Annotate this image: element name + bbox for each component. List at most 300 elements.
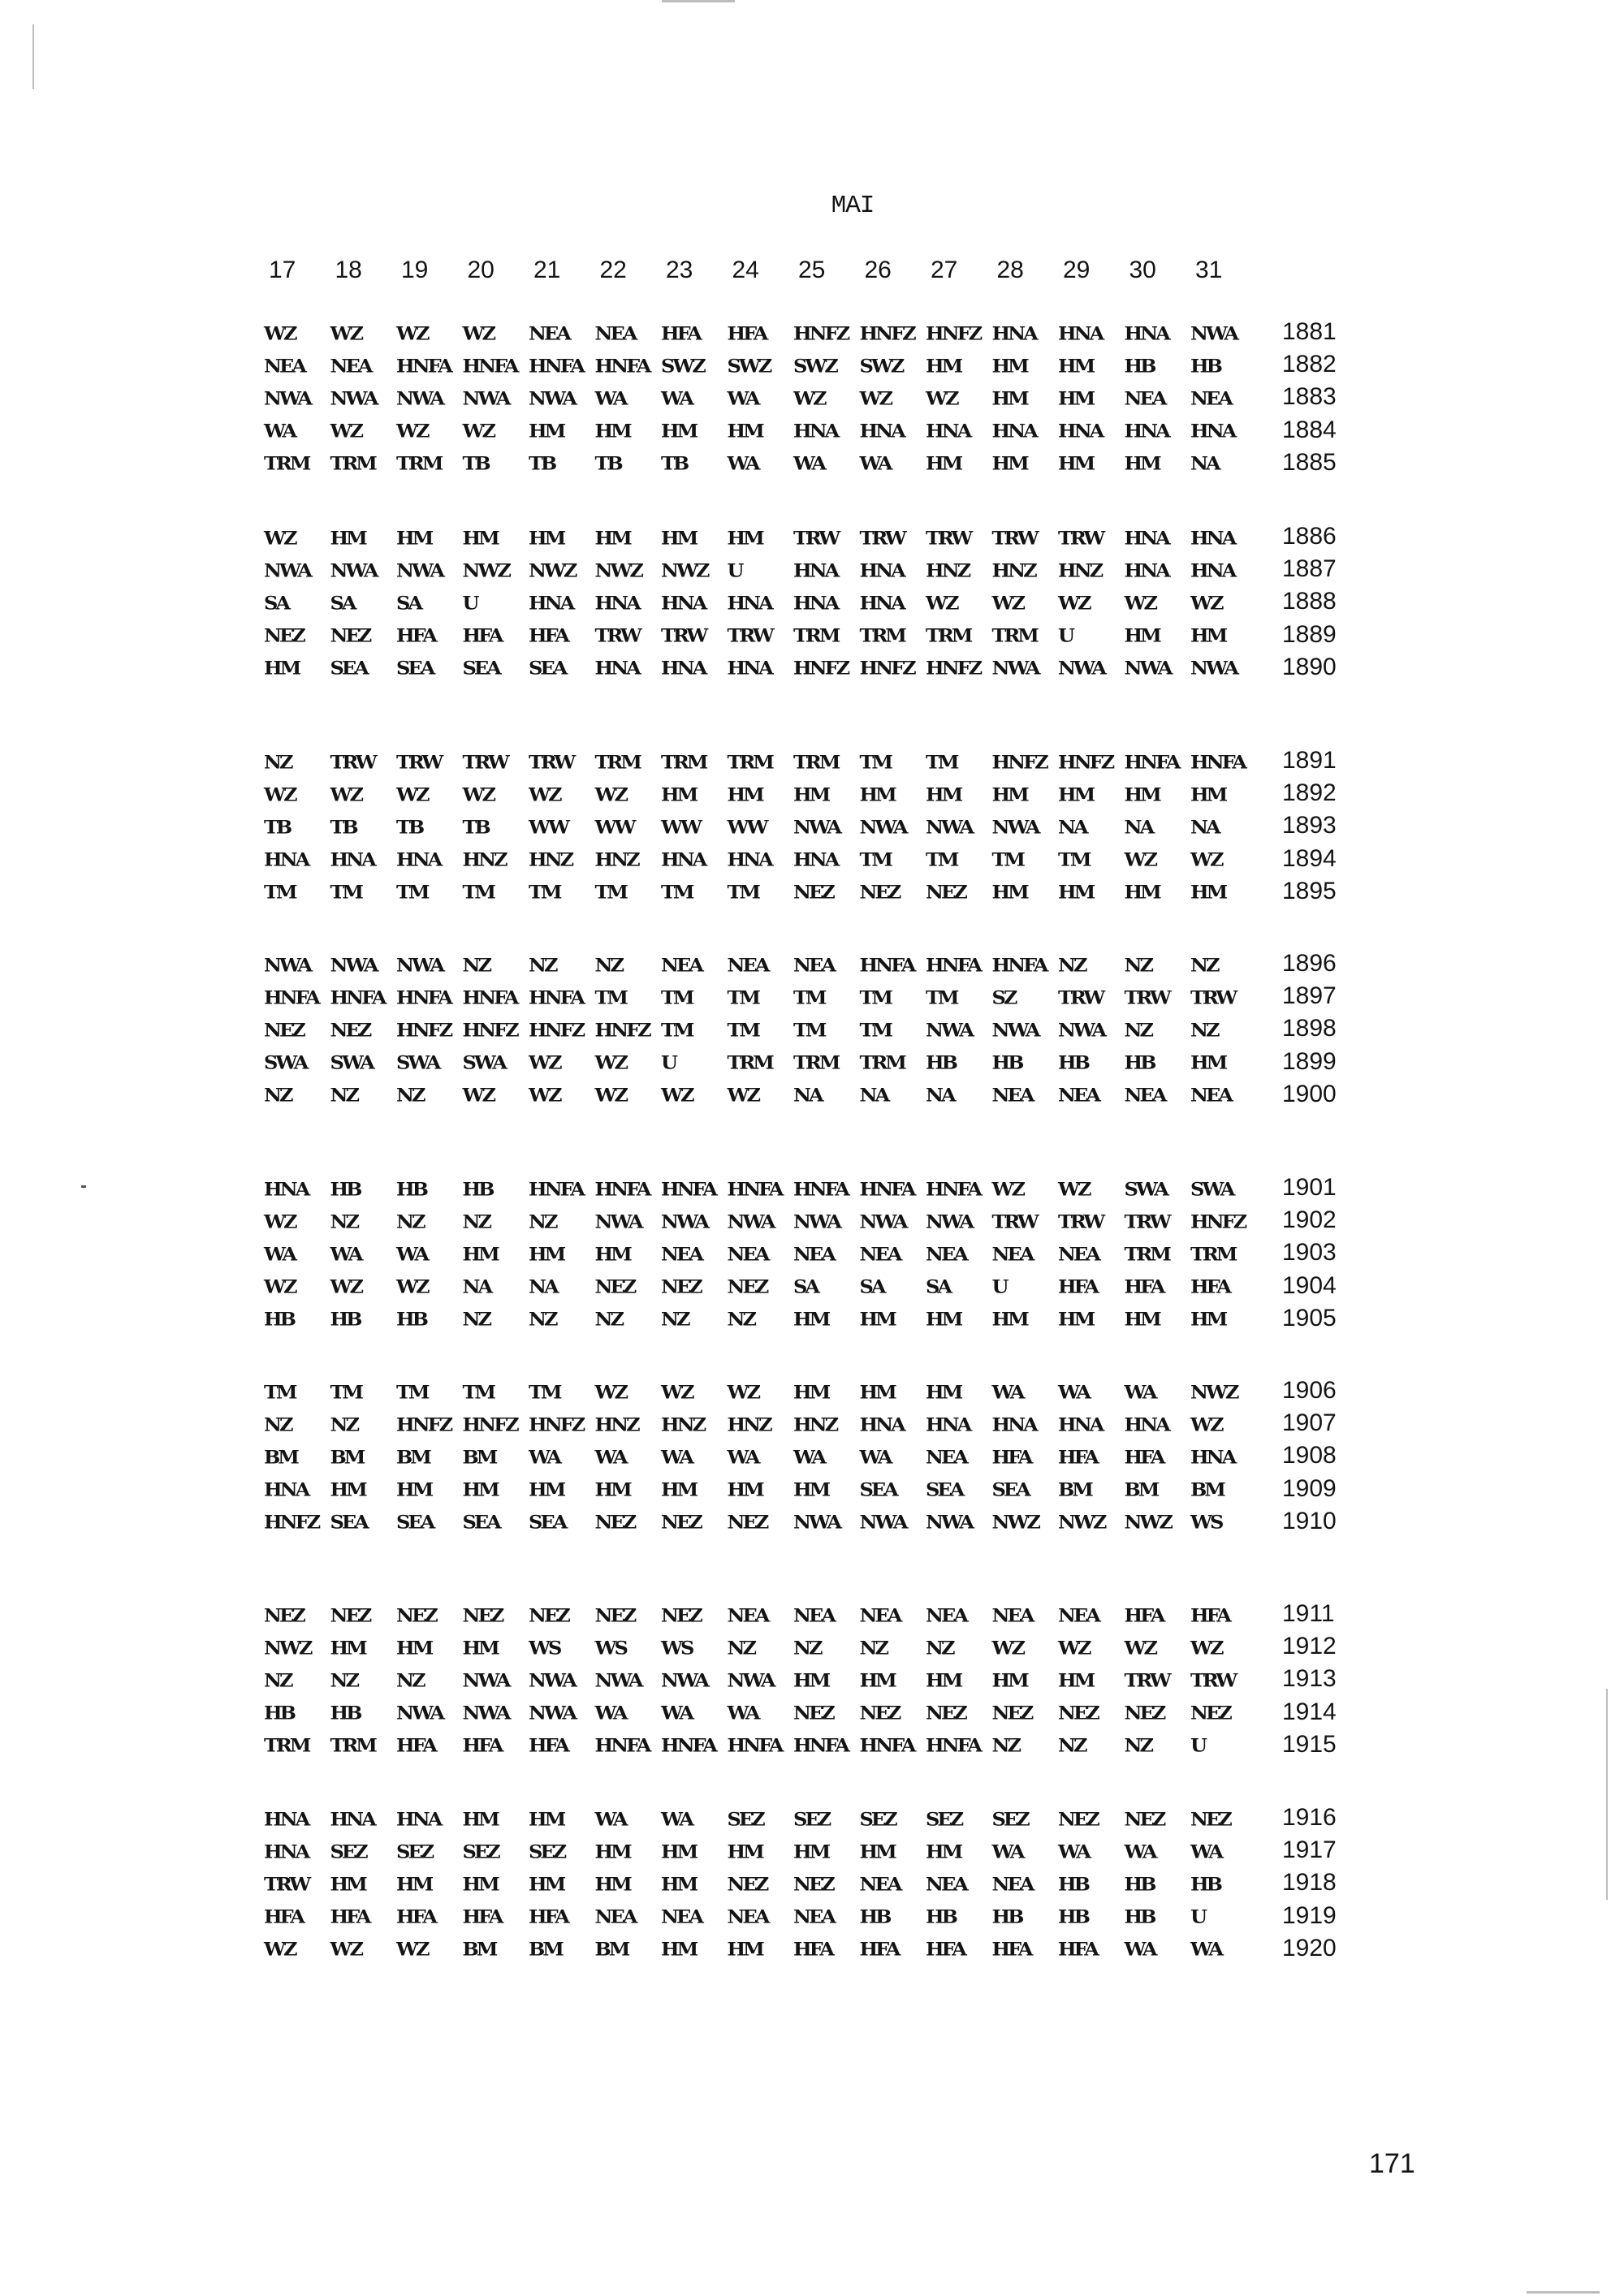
weather-code-cell: HNFA: [529, 1177, 583, 1200]
weather-code-cell: WA: [1058, 1840, 1090, 1862]
weather-code-cell: HNA: [330, 848, 374, 870]
weather-code-cell: NA: [926, 1084, 954, 1107]
weather-code-cell: HNA: [1124, 1413, 1168, 1435]
weather-code-cell: NZ: [264, 1413, 292, 1435]
weather-code-cell: SWZ: [859, 354, 903, 377]
weather-code-cell: HNFA: [793, 1177, 848, 1200]
weather-code-cell: TB: [264, 816, 291, 838]
year-label: 1913: [1282, 1665, 1337, 1693]
weather-code-cell: TRW: [1058, 1210, 1104, 1232]
weather-code-cell: HM: [1124, 452, 1160, 475]
table-row: [264, 1631, 1257, 1664]
weather-code-cell: HFA: [462, 1734, 502, 1757]
weather-code-cell: NEA: [1058, 1603, 1099, 1626]
weather-code-cell: WA: [264, 420, 296, 442]
weather-code-cell: HNFA: [926, 1177, 980, 1200]
weather-code-cell: WZ: [991, 1177, 1023, 1200]
weather-code-cell: HNZ: [793, 1413, 837, 1435]
year-label: 1885: [1282, 448, 1337, 476]
weather-code-cell: TM: [859, 986, 891, 1008]
weather-code-cell: HNFA: [859, 1177, 914, 1200]
weather-code-cell: HFA: [529, 624, 568, 646]
weather-code-cell: WW: [529, 816, 568, 838]
weather-code-cell: NEA: [264, 354, 304, 377]
weather-code-cell: NWZ: [1058, 1511, 1105, 1534]
weather-code-cell: NEZ: [661, 1511, 701, 1534]
weather-code-cell: HB: [1124, 1873, 1155, 1895]
weather-code-cell: HNA: [793, 420, 838, 442]
weather-code-cell: NWA: [859, 1511, 906, 1534]
weather-code-cell: WZ: [1058, 1177, 1090, 1200]
weather-code-cell: NWA: [396, 387, 443, 409]
year-label: 1894: [1282, 844, 1337, 872]
weather-code-cell: U: [727, 559, 742, 581]
weather-code-cell: HM: [661, 526, 697, 549]
weather-code-cell: HM: [462, 1243, 498, 1265]
weather-code-cell: NWZ: [661, 559, 708, 581]
weather-code-cell: NZ: [462, 1210, 490, 1232]
weather-code-cell: NWZ: [1190, 1380, 1237, 1403]
weather-code-cell: BM: [594, 1938, 628, 1961]
weather-code-cell: WZ: [264, 526, 296, 549]
weather-code-cell: HFA: [396, 1734, 435, 1757]
weather-code-cell: HM: [859, 1308, 895, 1331]
weather-code-cell: NWA: [1058, 1019, 1104, 1041]
weather-code-cell: WA: [793, 452, 825, 475]
weather-code-cell: HM: [1058, 354, 1094, 377]
weather-code-cell: SWZ: [661, 354, 704, 377]
weather-code-cell: NEA: [661, 1243, 702, 1265]
weather-code-cell: WZ: [264, 322, 296, 344]
page-number: 171: [1369, 2148, 1415, 2179]
weather-code-cell: WA: [991, 1380, 1023, 1403]
weather-code-cell: NWA: [529, 1702, 575, 1724]
weather-code-cell: HNFA: [462, 354, 517, 377]
weather-code-cell: TRM: [793, 624, 839, 646]
weather-code-cell: NWA: [727, 1669, 774, 1691]
weather-code-cell: NEZ: [330, 624, 370, 646]
weather-code-cell: HNFZ: [1190, 1210, 1246, 1232]
day-header: 30: [1129, 257, 1156, 283]
year-label: 1882: [1282, 351, 1337, 378]
weather-code-cell: NWA: [926, 1019, 972, 1041]
weather-code-cell: HNFZ: [926, 322, 981, 344]
weather-code-cell: HM: [991, 452, 1027, 475]
weather-code-cell: TRM: [991, 624, 1037, 646]
weather-code-cell: TRW: [529, 750, 574, 773]
weather-code-cell: SEA: [330, 657, 367, 680]
weather-code-cell: NWA: [529, 1669, 575, 1691]
year-label: 1909: [1282, 1474, 1337, 1502]
year-block: [264, 521, 1337, 684]
year-block: [264, 317, 1337, 480]
weather-code-cell: HNFA: [1124, 750, 1179, 773]
year-label: 1896: [1282, 950, 1337, 977]
year-label: 1911: [1282, 1600, 1335, 1627]
weather-code-cell: NZ: [1058, 953, 1086, 976]
weather-code-cell: TM: [727, 1019, 758, 1041]
weather-code-cell: TRM: [661, 750, 706, 773]
weather-code-cell: HNA: [264, 1478, 309, 1500]
weather-code-cell: HNFA: [661, 1177, 715, 1200]
weather-code-cell: NWA: [594, 1669, 641, 1691]
weather-code-cell: HNFA: [991, 953, 1047, 976]
weather-code-cell: U: [661, 1051, 676, 1073]
weather-code-cell: HM: [529, 420, 564, 442]
weather-code-cell: HNA: [1124, 322, 1168, 344]
weather-code-cell: WA: [661, 1446, 693, 1468]
weather-code-cell: WZ: [396, 1938, 428, 1961]
year-label: 1890: [1282, 653, 1337, 680]
weather-code-cell: NWA: [462, 1669, 509, 1691]
weather-code-cell: TB: [330, 816, 356, 838]
weather-code-cell: WW: [661, 816, 700, 838]
weather-code-cell: HNA: [793, 559, 838, 581]
year-label: 1901: [1282, 1174, 1337, 1201]
weather-code-cell: SA: [330, 592, 355, 614]
weather-code-cell: NWZ: [991, 1511, 1039, 1534]
weather-code-cell: HB: [264, 1308, 294, 1331]
year-label: 1887: [1282, 555, 1337, 583]
weather-code-cell: TM: [330, 881, 361, 904]
weather-code-cell: NEZ: [462, 1603, 503, 1626]
weather-code-cell: HNZ: [594, 1413, 638, 1435]
weather-code-cell: WZ: [1124, 592, 1155, 614]
weather-code-cell: NEZ: [926, 1702, 965, 1724]
weather-code-cell: SEZ: [793, 1807, 830, 1830]
weather-code-cell: HM: [661, 1840, 697, 1862]
weather-code-cell: NA: [1190, 816, 1219, 838]
weather-code-cell: NEZ: [594, 1603, 635, 1626]
year-block: [264, 1802, 1337, 1966]
weather-code-cell: TRW: [1190, 1669, 1236, 1691]
weather-code-cell: TM: [793, 1019, 825, 1041]
weather-code-cell: SEA: [462, 1511, 499, 1534]
weather-code-cell: HM: [330, 1636, 365, 1659]
weather-code-cell: NZ: [396, 1084, 424, 1107]
weather-code-cell: TB: [529, 452, 555, 475]
weather-code-cell: HNZ: [1058, 559, 1102, 581]
weather-code-cell: TM: [661, 1019, 693, 1041]
day-header: 26: [864, 257, 892, 283]
weather-code-cell: HFA: [1058, 1446, 1097, 1468]
table-row: [264, 1867, 1257, 1900]
weather-code-cell: NEZ: [727, 1511, 767, 1534]
year-label: 1907: [1282, 1409, 1337, 1437]
weather-code-cell: HNA: [1124, 526, 1168, 549]
weather-code-cell: HNA: [1124, 420, 1168, 442]
weather-code-cell: NA: [462, 1275, 491, 1297]
weather-code-cell: TRW: [1124, 1210, 1169, 1232]
weather-code-cell: BM: [529, 1938, 562, 1961]
year-label: 1893: [1282, 812, 1337, 839]
weather-code-cell: TM: [594, 881, 626, 904]
weather-code-cell: HFA: [1190, 1603, 1229, 1626]
weather-code-cell: WA: [264, 1243, 296, 1265]
weather-code-cell: NEZ: [264, 1019, 304, 1041]
weather-code-cell: HNZ: [661, 1413, 705, 1435]
weather-code-cell: WZ: [330, 322, 361, 344]
weather-code-cell: WA: [594, 387, 626, 409]
weather-code-cell: NZ: [462, 953, 490, 976]
weather-code-cell: WZ: [1190, 592, 1222, 614]
weather-code-cell: HNA: [793, 592, 838, 614]
table-row: [264, 1506, 1257, 1539]
table-row: [264, 1664, 1257, 1696]
weather-code-cell: WZ: [529, 1084, 560, 1107]
weather-code-cell: NEA: [727, 1603, 768, 1626]
weather-code-cell: WA: [859, 1446, 891, 1468]
weather-code-cell: HNFA: [1190, 750, 1245, 773]
weather-code-cell: HM: [926, 1840, 961, 1862]
weather-code-cell: WZ: [330, 1938, 361, 1961]
weather-code-cell: NEZ: [264, 1603, 304, 1626]
weather-code-cell: HB: [264, 1702, 294, 1724]
weather-code-cell: NWA: [793, 816, 840, 838]
weather-code-cell: HM: [529, 1478, 564, 1500]
weather-code-cell: HM: [727, 1478, 762, 1500]
table-row: [264, 1933, 1257, 1966]
weather-code-cell: NZ: [396, 1210, 424, 1232]
weather-code-cell: NWA: [1190, 322, 1237, 344]
weather-code-cell: TRM: [793, 750, 839, 773]
weather-code-cell: WS: [1190, 1511, 1222, 1534]
year-label: 1897: [1282, 982, 1337, 1010]
year-label: 1884: [1282, 416, 1337, 443]
weather-code-cell: TM: [264, 1380, 296, 1403]
weather-code-cell: HFA: [396, 1905, 435, 1927]
days-header: [264, 257, 1257, 284]
weather-code-cell: WA: [1124, 1938, 1155, 1961]
weather-code-cell: TM: [859, 1019, 891, 1041]
weather-code-cell: SEZ: [926, 1807, 962, 1830]
weather-code-cell: NEA: [330, 354, 371, 377]
year-label: 1889: [1282, 620, 1337, 648]
weather-code-cell: WZ: [264, 1275, 296, 1297]
weather-code-cell: TRW: [462, 750, 508, 773]
weather-code-cell: SEA: [926, 1478, 963, 1500]
weather-code-cell: WA: [594, 1702, 626, 1724]
weather-code-cell: HM: [793, 1840, 829, 1862]
weather-code-cell: NZ: [264, 1084, 292, 1107]
weather-code-cell: HNFA: [594, 1734, 650, 1757]
weather-code-cell: WA: [1190, 1938, 1222, 1961]
weather-code-cell: HM: [1058, 1669, 1094, 1691]
weather-code-cell: NEZ: [1190, 1807, 1230, 1830]
day-header: 24: [732, 257, 759, 283]
scan-mark-right: [1606, 1689, 1608, 1900]
weather-code-cell: HNA: [1190, 559, 1235, 581]
weather-code-cell: HFA: [1124, 1275, 1164, 1297]
weather-code-cell: HM: [1058, 387, 1094, 409]
day-header: 25: [798, 257, 826, 283]
weather-code-cell: WZ: [462, 420, 494, 442]
weather-code-cell: HNFA: [859, 953, 914, 976]
weather-code-cell: HM: [926, 1669, 961, 1691]
weather-code-cell: HM: [462, 1636, 498, 1659]
weather-code-cell: NEZ: [1190, 1702, 1230, 1724]
year-label: 1910: [1282, 1507, 1337, 1534]
weather-code-cell: SEA: [396, 657, 434, 680]
weather-code-cell: NEA: [793, 1243, 834, 1265]
weather-code-cell: HNFA: [264, 986, 318, 1008]
weather-code-cell: NEA: [991, 1084, 1033, 1107]
weather-code-cell: WS: [594, 1636, 626, 1659]
day-header: 23: [666, 257, 693, 283]
weather-code-cell: WZ: [264, 1938, 296, 1961]
weather-code-cell: HB: [462, 1177, 493, 1200]
weather-code-cell: HM: [859, 1380, 895, 1403]
table-row: [264, 1013, 1257, 1046]
weather-code-cell: NEA: [727, 1905, 768, 1927]
year-label: 1905: [1282, 1304, 1337, 1331]
weather-code-cell: HM: [529, 526, 564, 549]
weather-code-cell: TRW: [330, 750, 375, 773]
weather-code-cell: WZ: [1190, 1413, 1222, 1435]
weather-code-cell: NEA: [1190, 1084, 1231, 1107]
weather-code-cell: TM: [396, 881, 428, 904]
weather-code-cell: NEZ: [793, 1702, 833, 1724]
weather-code-cell: NWA: [396, 1702, 443, 1724]
weather-code-cell: HNFA: [330, 986, 385, 1008]
weather-code-cell: TRM: [1124, 1243, 1169, 1265]
weather-code-cell: WZ: [529, 1051, 560, 1073]
day-header: 21: [533, 257, 561, 283]
weather-code-cell: NEZ: [991, 1702, 1032, 1724]
weather-code-cell: HNFA: [594, 354, 650, 377]
weather-code-cell: NZ: [926, 1636, 953, 1659]
weather-code-cell: WA: [727, 452, 758, 475]
weather-code-cell: WZ: [1058, 592, 1090, 614]
weather-code-cell: NWA: [462, 387, 509, 409]
day-header: 22: [599, 257, 627, 283]
weather-code-cell: HM: [991, 354, 1027, 377]
weather-code-cell: SWA: [1124, 1177, 1167, 1200]
weather-code-cell: NEZ: [264, 624, 304, 646]
weather-code-cell: WW: [594, 816, 634, 838]
weather-code-cell: HFA: [462, 1905, 502, 1927]
weather-code-cell: HM: [330, 1478, 365, 1500]
weather-code-cell: HNZ: [594, 848, 638, 870]
weather-code-cell: TM: [926, 750, 957, 773]
weather-code-cell: NEZ: [793, 881, 833, 904]
weather-code-cell: TM: [727, 881, 758, 904]
weather-code-cell: TRM: [594, 750, 640, 773]
weather-code-cell: HNA: [1058, 420, 1103, 442]
weather-code-cell: HM: [661, 1938, 697, 1961]
weather-code-cell: HNFA: [661, 1734, 715, 1757]
weather-code-cell: U: [462, 592, 477, 614]
weather-code-cell: HNA: [991, 322, 1036, 344]
weather-code-cell: HFA: [859, 1938, 899, 1961]
weather-code-cell: HNA: [991, 1413, 1036, 1435]
year-label: 1912: [1282, 1633, 1337, 1660]
weather-code-cell: NWZ: [594, 559, 641, 581]
weather-code-cell: HM: [661, 420, 697, 442]
weather-code-cell: HM: [661, 783, 697, 805]
weather-code-cell: NEA: [991, 1243, 1033, 1265]
weather-code-cell: NWA: [991, 1019, 1039, 1041]
weather-code-cell: HNFA: [529, 986, 583, 1008]
weather-code-cell: HNA: [1190, 526, 1235, 549]
weather-code-cell: HNZ: [926, 559, 970, 581]
weather-code-cell: U: [1190, 1905, 1205, 1927]
weather-code-cell: SEZ: [330, 1840, 366, 1862]
weather-code-cell: HNFZ: [991, 750, 1047, 773]
weather-code-cell: SEZ: [727, 1807, 763, 1830]
weather-code-cell: TM: [330, 1380, 361, 1403]
table-row: [264, 1205, 1257, 1237]
weather-code-cell: NZ: [991, 1734, 1019, 1757]
weather-code-cell: NEA: [1058, 1243, 1099, 1265]
weather-code-cell: NEA: [991, 1873, 1033, 1895]
weather-code-cell: NZ: [330, 1210, 357, 1232]
weather-code-cell: NWA: [396, 953, 443, 976]
weather-code-cell: TRW: [991, 526, 1037, 549]
weather-code-cell: WA: [661, 1807, 693, 1830]
table-row: [264, 1802, 1257, 1835]
weather-code-cell: HB: [1190, 354, 1220, 377]
weather-code-cell: HM: [1190, 1051, 1226, 1073]
weather-code-cell: NZ: [529, 1210, 556, 1232]
weather-code-cell: NEZ: [859, 1702, 900, 1724]
table-row: [264, 844, 1257, 876]
weather-code-cell: NEZ: [1058, 1807, 1098, 1830]
year-label: 1881: [1282, 318, 1337, 345]
weather-code-cell: TRW: [594, 624, 640, 646]
weather-code-cell: SEA: [859, 1478, 896, 1500]
weather-code-cell: NEA: [859, 1873, 901, 1895]
year-label: 1917: [1282, 1836, 1337, 1864]
weather-code-cell: HNFA: [462, 986, 517, 1008]
weather-code-cell: NZ: [594, 1308, 622, 1331]
weather-code-cell: HM: [859, 1840, 895, 1862]
year-label: 1919: [1282, 1901, 1337, 1929]
table-row: [264, 1835, 1257, 1867]
year-label: 1902: [1282, 1206, 1337, 1234]
weather-code-cell: WZ: [661, 1084, 693, 1107]
weather-code-cell: HFA: [396, 624, 435, 646]
weather-code-cell: BM: [396, 1446, 430, 1468]
weather-code-cell: SEA: [991, 1478, 1029, 1500]
weather-code-cell: WA: [1124, 1840, 1155, 1862]
scan-mark-bottom: [1527, 2291, 1600, 2294]
weather-code-cell: NZ: [330, 1669, 357, 1691]
weather-code-cell: WZ: [1124, 1636, 1155, 1659]
weather-code-cell: NEA: [529, 322, 569, 344]
weather-code-cell: TB: [462, 452, 489, 475]
weather-code-cell: HM: [594, 1873, 630, 1895]
weather-code-cell: WZ: [1124, 848, 1155, 870]
weather-code-cell: NZ: [1190, 1019, 1218, 1041]
weather-code-cell: TM: [529, 1380, 560, 1403]
weather-code-cell: NZ: [462, 1308, 490, 1331]
table-row: [264, 1408, 1257, 1440]
weather-code-cell: SA: [793, 1275, 818, 1297]
weather-code-cell: HNFZ: [859, 322, 914, 344]
table-row: [264, 981, 1257, 1013]
weather-code-cell: TM: [462, 1380, 494, 1403]
weather-code-cell: WA: [661, 1702, 693, 1724]
weather-code-cell: NWZ: [264, 1636, 311, 1659]
weather-code-cell: HNFA: [594, 1177, 650, 1200]
weather-code-cell: HNA: [727, 657, 771, 680]
weather-code-cell: WZ: [991, 592, 1023, 614]
weather-code-cell: NEZ: [529, 1603, 568, 1626]
weather-code-cell: HM: [1058, 452, 1094, 475]
weather-code-cell: HNFA: [793, 1734, 848, 1757]
weather-code-cell: HNA: [396, 1807, 441, 1830]
